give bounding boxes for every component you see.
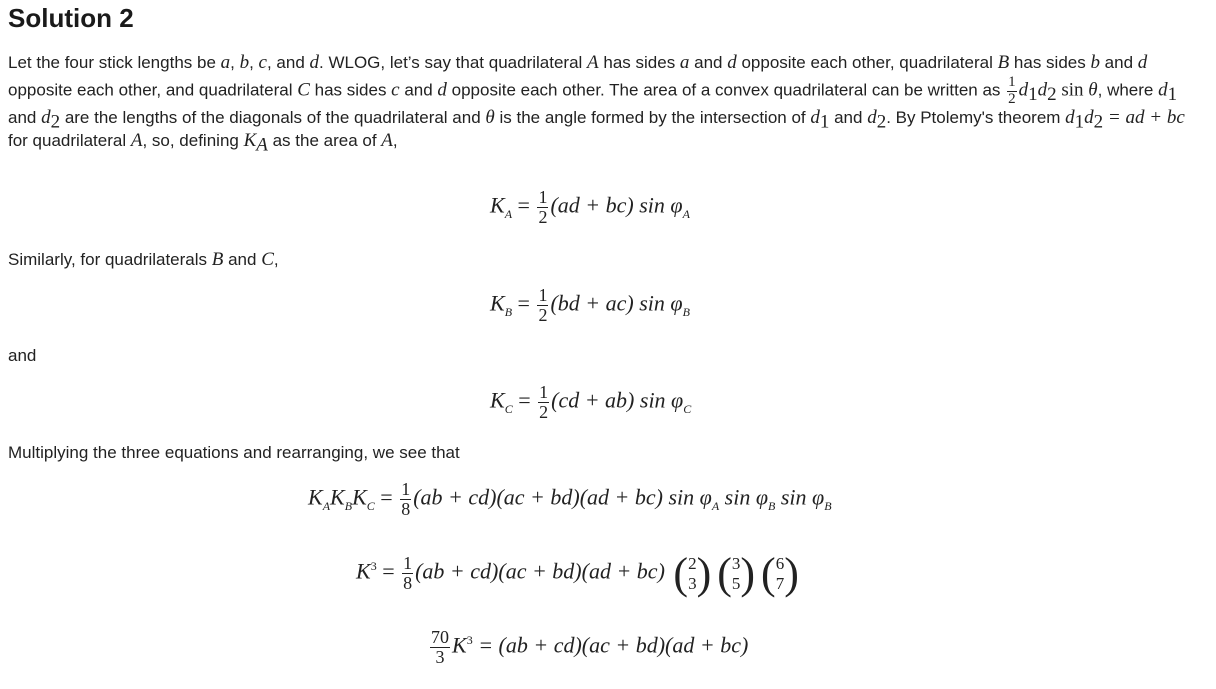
similarly-paragraph: Similarly, for quadrilaterals B and C, <box>8 249 279 270</box>
equation-area-a: $K_A$ = $\frac{1}{2}$ (ad + bc) $\sin \varphi_A$ <box>490 187 690 227</box>
intro-paragraph: Let the four stick lengths be a, b, c, and d. WLOG, let’s say that quadrilateral A has sides a and d opposite each other, quadrilateral B has sides b and d opposite each other, and quadrilateral C has sides c and d opposite each other. The area of a convex quadrilateral can be written as $\frac{1}{2}$ $d_1d_2$ sin θ, where $d_1$ and $d_2$ are the lengths of the diagonals of the quadrilateral and θ is the angle formed by the intersection of $d_1$ and $d_2$. By Ptolemy's theorem $d_1d_2$ = ad + bc for quadrilateral A, so, defining $K_A$ as the area of A, <box>8 52 1185 156</box>
multiplying-paragraph: Multiplying the three equations and rearranging, we see that <box>8 443 460 462</box>
equation-product: $K_AK_BK_C$ = $\frac{1}{8}$ (ab + cd)(ac + bd)(ad + bc) $\sin \varphi_A$ $\sin \varphi_B$ $\sin \varphi_B$ <box>308 479 832 519</box>
half-fraction: $\frac{1}{2}$ <box>1008 73 1016 107</box>
binomial-6-7: ( 6 7 ) <box>761 549 799 598</box>
solution-title: Solution 2 <box>8 3 134 33</box>
equation-area-b: $K_B$ = $\frac{1}{2}$ (bd + ac) $\sin \varphi_B$ <box>490 285 690 325</box>
equation-final: $\frac{70}{3}$ $K^3 = (ab + cd)(ac + bd)(ad + bc)$ <box>431 627 749 667</box>
equation-cube: $K^3$ = $\frac{1}{8}$ (ab + cd)(ac + bd)(ad + bc) ( 2 3 ) ( 3 5 ) ( 6 7 ) <box>356 549 799 598</box>
binomial-3-5: ( 3 5 ) <box>717 549 756 598</box>
equation-area-c: $K_C$ = $\frac{1}{2}$ (cd + ab) $\sin \varphi_C$ <box>490 382 692 422</box>
binomial-2-3: ( 2 3 ) <box>673 549 712 598</box>
and-paragraph: and <box>8 346 37 365</box>
